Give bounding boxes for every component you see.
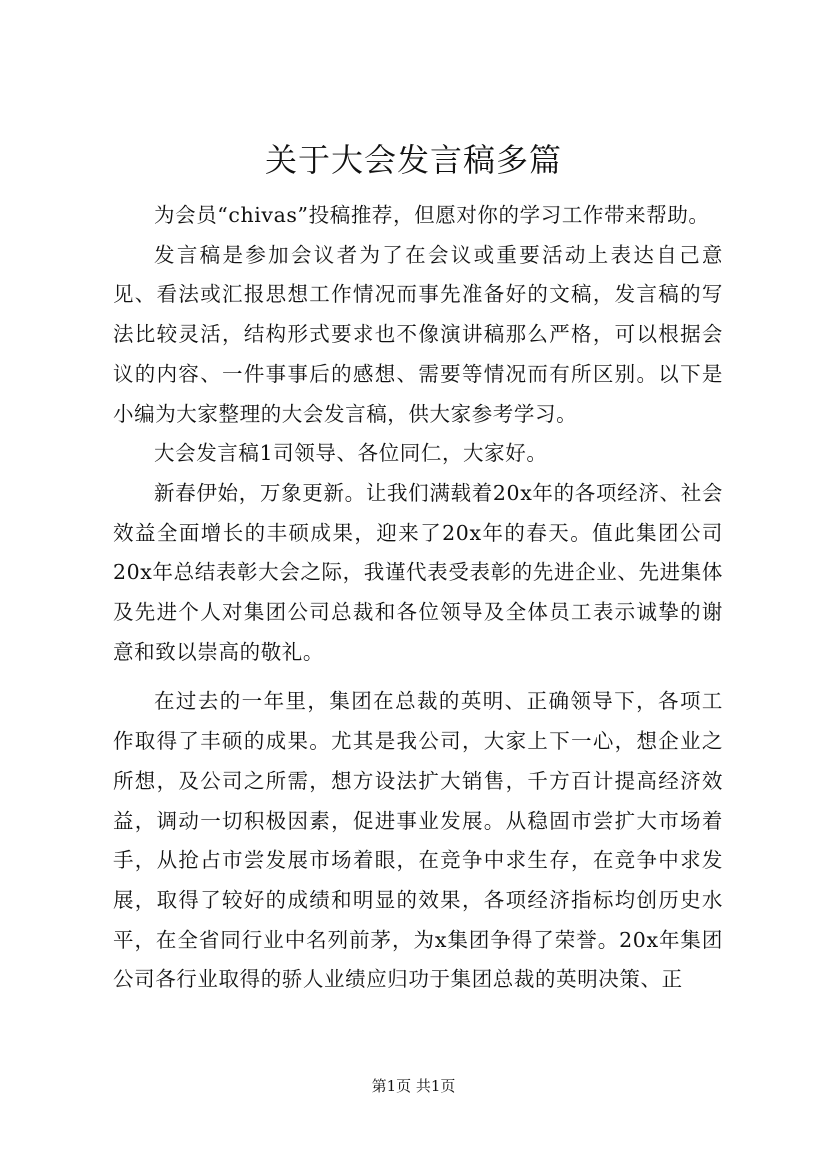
paragraph-intro: 为会员“chivas”投稿推荐，但愿对你的学习工作带来帮助。 <box>154 203 710 227</box>
document-body <box>113 196 723 1000</box>
paragraph-new-year: 新春伊始，万象更新。让我们满载着20x年的各项经济、社会效益全面增长的丰硕成果，迎来了20x年的春天。值此集团公司20x年总结表彰大会之际，我谨代表受表彰的先进企业、先进集体及先进个人对集团公司总裁和各位领导及全体员工表示诚挚的谢意和致以崇高的敬礼。 <box>113 480 723 664</box>
paragraph-definition: 发言稿是参加会议者为了在会议或重要活动上表达自己意见、看法或汇报思想工作情况而事先准备好的文稿，发言稿的写法比较灵活，结构形式要求也不像演讲稿那么严格，可以根据会议的内容、一件事事后的感想、需要等情况而有所区别。以下是小编为大家整理的大会发言稿，供大家参考学习。 <box>113 242 723 426</box>
paragraph-past-year: 在过去的一年里，集团在总裁的英明、正确领导下，各项工作取得了丰硕的成果。尤其是我公司，大家上下一心，想企业之所想，及公司之所需，想方设法扩大销售，千方百计提高经济效益，调动一切积极因素，促进事业发展。从稳固市尝扩大市场着手，从抢占市尝发展市场着眼，在竞争中求生存，在竞争中求发展，取得了较好的成绩和明显的效果，各项经济指标均创历史水平，在全省同行业中名列前茅，为x集团争得了荣誉。20x年集团公司各行业取得的骄人业绩应归功于集团总裁的英明决策、正 <box>113 689 723 992</box>
page-footer: 第1页 共1页 <box>371 1077 456 1095</box>
document-title: 关于大会发言稿多篇 <box>264 141 562 179</box>
paragraph-greeting: 大会发言稿1司领导、各位同仁，大家好。 <box>154 441 548 466</box>
